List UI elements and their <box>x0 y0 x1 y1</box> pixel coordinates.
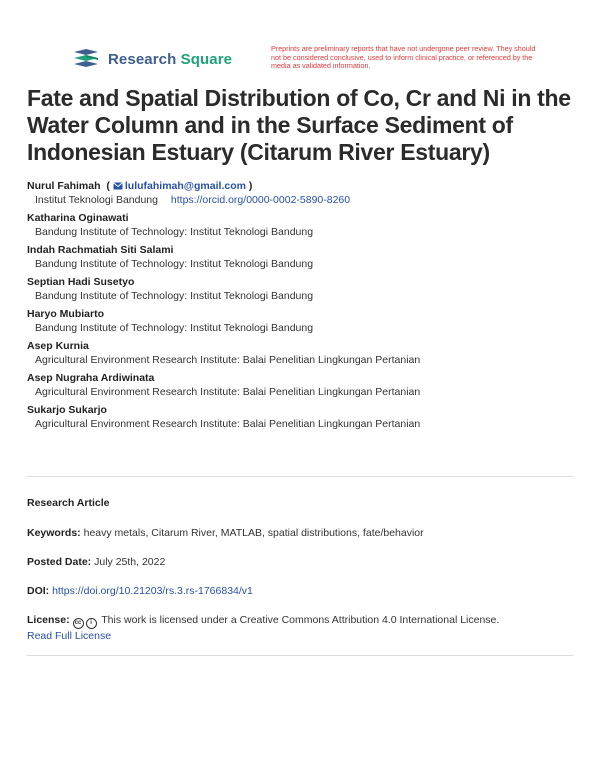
envelope-icon <box>113 182 123 190</box>
author-email-link[interactable]: lulufahimah@gmail.com <box>124 180 246 192</box>
section-divider <box>27 655 573 656</box>
paper-title: Fate and Spatial Distribution of Co, Cr and Ni in the Water Column and in the Surface Sediment of Indonesian Estuary (Citarum River Estuary) <box>27 85 571 165</box>
license-label: License: <box>27 614 70 626</box>
posted-date-label: Posted Date: <box>27 556 92 568</box>
author-affiliation: Bandung Institute of Technology: Institut Teknologi Bandung <box>35 258 314 270</box>
doi-link[interactable]: https://doi.org/10.21203/rs.3.rs-1766834/v1 <box>52 585 253 597</box>
doi-row <box>27 584 573 599</box>
logo-word-square: Square <box>180 50 233 68</box>
author-affiliation: Institut Teknologi Bandung <box>35 194 158 206</box>
author-affiliation: Agricultural Environment Research Institute: Balai Penelitian Lingkungan Pertanian <box>35 386 421 398</box>
author-entry: Nurul Fahimah ( lulufahimah@gmail.com ) Institut Teknologi Bandung https://orcid.org/0000-0002-5890-8260 <box>27 180 351 206</box>
logo-wordmark <box>108 51 232 68</box>
author-name: Asep Nugraha Ardiwinata <box>27 372 155 384</box>
orcid-link[interactable]: https://orcid.org/0000-0002-5890-8260 <box>170 194 351 206</box>
author-entry <box>27 307 577 336</box>
keywords-row <box>27 526 573 541</box>
license-text: This work is licensed under a Creative Commons Attribution 4.0 International License. <box>101 614 500 626</box>
author-entry <box>27 339 577 368</box>
author-entry <box>27 403 577 432</box>
logo-word-research: Research <box>108 50 177 68</box>
doi-label: DOI: <box>27 585 50 597</box>
author-entry <box>27 371 577 400</box>
author-name: Septian Hadi Susetyo <box>27 276 135 288</box>
section-divider <box>27 476 573 477</box>
author-entry <box>27 211 577 240</box>
article-type: Research Article <box>27 497 110 509</box>
author-entry <box>27 243 577 272</box>
author-name: Sukarjo Sukarjo <box>27 404 107 416</box>
author-name: Haryo Mubiarto <box>27 308 105 320</box>
header <box>72 46 542 76</box>
author-affiliation: Agricultural Environment Research Institute: Balai Penelitian Lingkungan Pertanian <box>35 418 421 430</box>
research-square-logo-icon <box>72 48 100 70</box>
attribution-icon: i <box>86 618 97 629</box>
author-affiliation: Agricultural Environment Research Institute: Balai Penelitian Lingkungan Pertanian <box>35 354 421 366</box>
author-name: Indah Rachmatiah Siti Salami <box>27 244 174 256</box>
creative-commons-icon: cc <box>73 618 84 629</box>
author-entry <box>27 275 577 304</box>
author-affiliation: Bandung Institute of Technology: Institut Teknologi Bandung <box>35 226 314 238</box>
research-square-logo[interactable] <box>72 48 232 70</box>
author-affiliation: Bandung Institute of Technology: Institut Teknologi Bandung <box>35 322 314 334</box>
author-name: Katharina Oginawati <box>27 212 129 224</box>
posted-date-value: July 25th, 2022 <box>94 556 166 568</box>
keywords-value: heavy metals, Citarum River, MATLAB, spatial distributions, fate/behavior <box>83 527 424 539</box>
posted-date-row <box>27 555 573 570</box>
author-name: Nurul Fahimah <box>27 180 101 192</box>
preprint-disclaimer: Preprints are preliminary reports that have not undergone peer review. They should not be considered conclusive, used to inform clinical practice, or referenced by the media as validated information. <box>271 44 536 71</box>
read-full-license-link[interactable]: Read Full License <box>27 630 112 642</box>
author-name: Asep Kurnia <box>27 340 89 352</box>
author-list <box>27 179 577 435</box>
author-affiliation: Bandung Institute of Technology: Institut Teknologi Bandung <box>35 290 314 302</box>
keywords-label: Keywords: <box>27 527 81 539</box>
license-row <box>27 613 573 644</box>
